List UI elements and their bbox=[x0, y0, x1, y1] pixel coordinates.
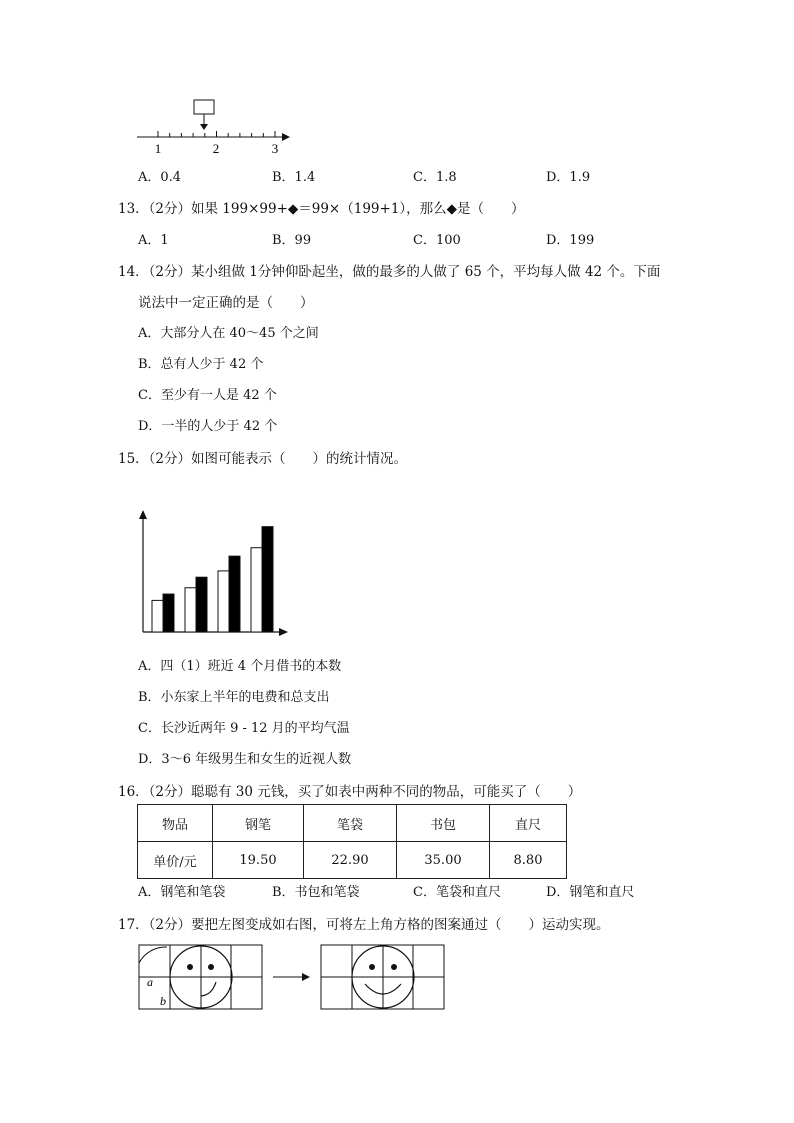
bar-series-2-item-1 bbox=[163, 594, 174, 632]
right-face-eye bbox=[369, 964, 375, 970]
bar-series-1-item-1 bbox=[152, 600, 163, 632]
bar-series-1-item-2 bbox=[185, 588, 196, 632]
table-cell: 8.80 bbox=[490, 842, 567, 879]
q15-option-d[interactable]: D．3～6 年级男生和女生的近视人数 bbox=[138, 752, 352, 767]
table-header-cell: 钢笔 bbox=[213, 805, 304, 842]
table-header-cell: 笔袋 bbox=[304, 805, 397, 842]
q16-option-a[interactable]: A．钢笔和笔袋 bbox=[138, 885, 226, 900]
quarter-arc-shape bbox=[139, 947, 167, 963]
table-row bbox=[138, 842, 567, 879]
price-table bbox=[137, 804, 567, 879]
tick-label-3: 3 bbox=[271, 141, 279, 156]
table-cell: 22.90 bbox=[304, 842, 397, 879]
q13-stem: 13．（2分）如果 199×99+◆＝99×（199+1），那么◆是（ ） bbox=[118, 201, 525, 217]
q13-option-a[interactable]: A．1 bbox=[138, 233, 169, 248]
bar-series-2-item-4 bbox=[262, 527, 273, 632]
pointer-arrow-head bbox=[200, 124, 208, 130]
bar-series-1-item-3 bbox=[218, 571, 229, 632]
number-line-arrow bbox=[282, 133, 290, 141]
right-face-eye bbox=[391, 964, 397, 970]
q15-option-c[interactable]: C．长沙近两年 9 - 12 月的平均气温 bbox=[138, 721, 350, 736]
bar-series-1-item-4 bbox=[251, 548, 262, 632]
q13-option-d[interactable]: D．199 bbox=[546, 233, 595, 248]
tick-label-1: 1 bbox=[154, 141, 162, 156]
q17-stem: 17．（2分）要把左图变成如右图，可将左上角方格的图案通过（ ）运动实现。 bbox=[118, 917, 610, 933]
label-b: b bbox=[160, 994, 166, 1008]
left-face-eye bbox=[208, 964, 214, 970]
q16-option-d[interactable]: D．钢笔和直尺 bbox=[546, 885, 635, 900]
q15-bar-chart bbox=[133, 508, 293, 640]
left-face-eye bbox=[187, 964, 193, 970]
q12-option-b[interactable]: B．1.4 bbox=[272, 170, 316, 185]
left-grid bbox=[139, 945, 262, 1009]
chart-x-axis-arrow bbox=[279, 628, 288, 636]
q15-stem: 15．（2分）如图可能表示（ ）的统计情况。 bbox=[118, 451, 408, 467]
q15-option-b[interactable]: B．小东家上半年的电费和总支出 bbox=[138, 690, 330, 705]
number-line-ticks bbox=[158, 131, 275, 137]
q16-option-b[interactable]: B．书包和笔袋 bbox=[272, 885, 360, 900]
q16-stem: 16．（2分）聪聪有 30 元钱，买了如表中两种不同的物品，可能买了（ ） bbox=[118, 784, 582, 800]
answer-box bbox=[194, 100, 214, 114]
q14-option-d[interactable]: D．一半的人少于 42 个 bbox=[138, 419, 278, 434]
right-grid bbox=[321, 945, 444, 1009]
bar-series-2-item-2 bbox=[196, 577, 207, 632]
q14-option-a[interactable]: A．大部分人在 40～45 个之间 bbox=[138, 326, 319, 341]
table-cell: 35.00 bbox=[397, 842, 490, 879]
q12-option-c[interactable]: C．1.8 bbox=[413, 170, 457, 185]
bar-series-2-item-3 bbox=[229, 556, 240, 632]
table-header-cell: 书包 bbox=[397, 805, 490, 842]
q14-option-b[interactable]: B．总有人少于 42 个 bbox=[138, 357, 264, 372]
tick-label-2: 2 bbox=[212, 141, 220, 156]
chart-y-axis-arrow bbox=[139, 510, 147, 519]
transform-arrow-head bbox=[302, 973, 310, 981]
number-line-figure bbox=[130, 95, 300, 160]
label-a: a bbox=[147, 975, 153, 989]
table-header-cell: 直尺 bbox=[490, 805, 567, 842]
q14-stem-line1: 14．（2分）某小组做 1分钟仰卧起坐，做的最多的人做了 65 个，平均每人做 42 个。下面 bbox=[118, 264, 661, 280]
q13-option-b[interactable]: B．99 bbox=[272, 233, 312, 248]
q16-option-c[interactable]: C．笔袋和直尺 bbox=[413, 885, 501, 900]
table-cell: 单价/元 bbox=[138, 842, 213, 879]
q15-option-a[interactable]: A．四（1）班近 4 个月借书的本数 bbox=[138, 659, 342, 674]
q17-transform-figure bbox=[130, 938, 460, 1018]
table-row bbox=[138, 805, 567, 842]
q13-option-c[interactable]: C．100 bbox=[413, 233, 461, 248]
left-face-half-smile bbox=[201, 982, 216, 996]
table-header-cell: 物品 bbox=[138, 805, 213, 842]
q12-option-d[interactable]: D．1.9 bbox=[546, 170, 591, 185]
q14-stem-line2: 说法中一定正确的是（ ） bbox=[138, 295, 314, 311]
q12-option-a[interactable]: A．0.4 bbox=[138, 170, 182, 185]
q14-option-c[interactable]: C．至少有一人是 42 个 bbox=[138, 388, 277, 403]
table-cell: 19.50 bbox=[213, 842, 304, 879]
